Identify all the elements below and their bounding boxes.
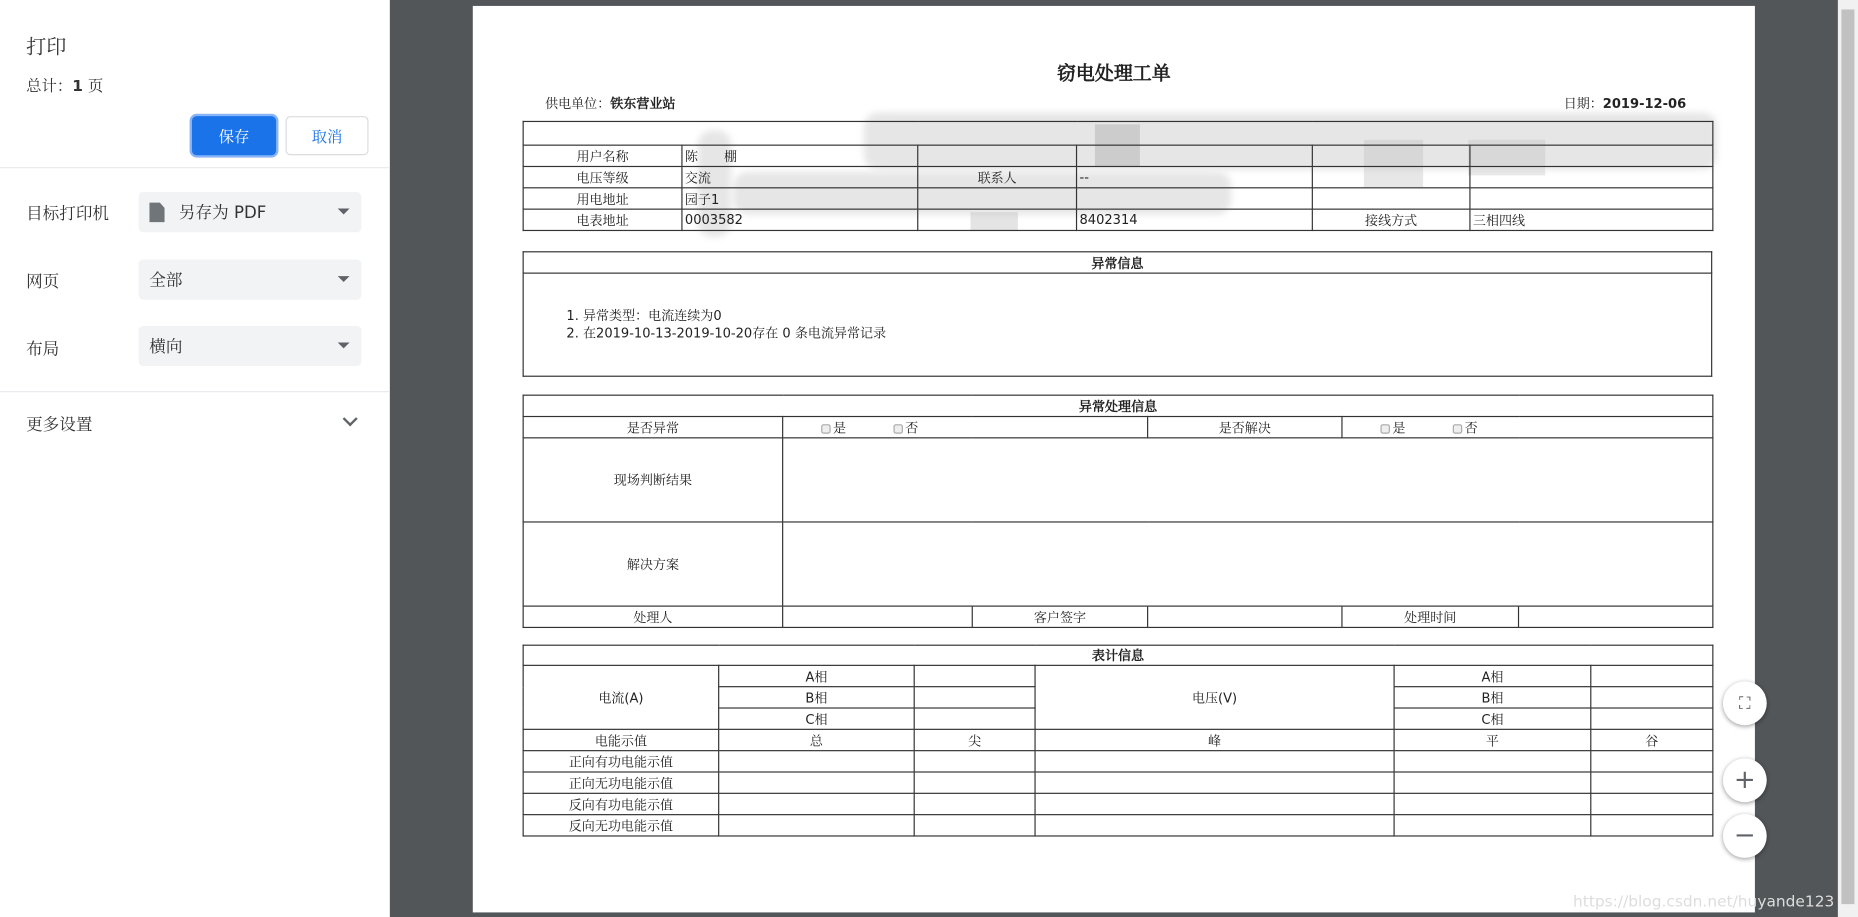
is-resolved-options bbox=[1342, 417, 1713, 438]
plus-icon: + bbox=[1733, 765, 1756, 796]
value-cell bbox=[914, 751, 1035, 772]
energy-row bbox=[523, 793, 1713, 814]
value-cell bbox=[1591, 772, 1713, 793]
print-title: 打印 bbox=[26, 35, 67, 60]
abnormal-list bbox=[523, 273, 1712, 376]
empty-row bbox=[523, 121, 1713, 145]
value-cell bbox=[719, 793, 915, 814]
value-cell bbox=[1591, 793, 1713, 814]
field-value: 交流 bbox=[682, 166, 918, 187]
field-label bbox=[1312, 145, 1470, 166]
value-cell bbox=[1035, 793, 1394, 814]
phase-label: C相 bbox=[719, 708, 915, 729]
meter-table bbox=[523, 645, 1714, 837]
document-title: 窃电处理工单 bbox=[1056, 61, 1171, 85]
phase-label: A相 bbox=[1394, 665, 1591, 686]
field-value: 陈 棚 bbox=[682, 145, 918, 166]
is-resolved-label: 是否解决 bbox=[1148, 417, 1342, 438]
energy-row bbox=[523, 772, 1713, 793]
handling-table bbox=[523, 395, 1714, 628]
handler-label: 处理人 bbox=[523, 606, 783, 627]
value-cell bbox=[1591, 708, 1713, 729]
minus-icon: − bbox=[1733, 821, 1756, 851]
destination-label: 目标打印机 bbox=[26, 204, 110, 224]
handler-field bbox=[783, 606, 973, 627]
value-cell bbox=[914, 815, 1035, 836]
value-cell bbox=[914, 793, 1035, 814]
layout-value: 横向 bbox=[149, 337, 183, 357]
value-cell bbox=[1394, 815, 1591, 836]
field-label: 电压等级 bbox=[523, 166, 682, 187]
field-label: 联系人 bbox=[918, 166, 1077, 187]
field-value bbox=[1470, 188, 1713, 209]
print-preview-page bbox=[473, 6, 1755, 912]
solution-field bbox=[783, 522, 1713, 606]
field-value bbox=[1470, 145, 1713, 166]
more-settings-toggle[interactable]: 更多设置 bbox=[26, 415, 93, 435]
save-button[interactable]: 保存 bbox=[192, 116, 276, 155]
value-cell bbox=[914, 708, 1035, 729]
field-label: 用电地址 bbox=[523, 188, 682, 209]
abnormal-no-checkbox[interactable]: 否 bbox=[893, 420, 918, 435]
resolved-no-checkbox[interactable]: 否 bbox=[1453, 420, 1478, 435]
destination-select[interactable] bbox=[139, 192, 362, 232]
phase-label: B相 bbox=[1394, 687, 1591, 708]
signature-label: 客户签字 bbox=[972, 606, 1147, 627]
customer-table bbox=[523, 121, 1714, 231]
field-label bbox=[918, 145, 1077, 166]
value-cell bbox=[1394, 751, 1591, 772]
energy-row bbox=[523, 751, 1713, 772]
phase-label: A相 bbox=[719, 665, 915, 686]
phase-label: C相 bbox=[1394, 708, 1591, 729]
value-cell bbox=[1591, 665, 1713, 686]
document-date: 日期：2019-12-06 bbox=[1563, 95, 1687, 112]
zoom-in-button[interactable] bbox=[1723, 758, 1767, 802]
supply-unit: 供电单位：铁东营业站 bbox=[545, 95, 676, 112]
page-count: 总计：1 页 bbox=[26, 78, 104, 96]
fit-to-page-button[interactable] bbox=[1723, 681, 1767, 725]
field-value bbox=[1077, 188, 1313, 209]
field-value: 8402314 bbox=[1077, 209, 1313, 230]
judgment-field bbox=[783, 438, 1713, 522]
energy-label: 电能示值 bbox=[523, 729, 719, 750]
dropdown-arrow-icon bbox=[338, 276, 350, 282]
abnormal-item: 1. 异常类型：电流连续为0 bbox=[566, 308, 722, 324]
value-cell bbox=[1591, 687, 1713, 708]
field-label: 接线方式 bbox=[1312, 209, 1470, 230]
field-label bbox=[1312, 188, 1470, 209]
energy-row-label: 反向无功电能示值 bbox=[523, 815, 719, 836]
scrollbar-thumb[interactable] bbox=[1841, 9, 1854, 904]
energy-col: 谷 bbox=[1591, 729, 1713, 750]
abnormal-item: 2. 在2019-10-13-2019-10-20存在 0 条电流异常记录 bbox=[566, 325, 887, 342]
energy-row-label: 正向无功电能示值 bbox=[523, 772, 719, 793]
field-value bbox=[1470, 166, 1713, 187]
abnormal-yes-checkbox[interactable]: 是 bbox=[821, 418, 846, 437]
dropdown-arrow-icon bbox=[338, 209, 350, 215]
fit-icon: ⛶ bbox=[1739, 693, 1751, 713]
field-label bbox=[918, 188, 1077, 209]
abnormal-header: 异常信息 bbox=[523, 252, 1712, 273]
watermark: https://blog.csdn.net/huyande123 bbox=[1573, 893, 1835, 912]
judgment-label: 现场判断结果 bbox=[523, 438, 783, 522]
destination-value: 另存为 PDF bbox=[178, 203, 267, 223]
is-abnormal-label: 是否异常 bbox=[523, 417, 783, 438]
layout-select[interactable] bbox=[139, 326, 362, 366]
energy-col: 平 bbox=[1394, 729, 1591, 750]
energy-col: 总 bbox=[719, 729, 915, 750]
field-label: 用户名称 bbox=[523, 145, 682, 166]
customer-row bbox=[523, 166, 1713, 187]
value-cell bbox=[1394, 772, 1591, 793]
time-field bbox=[1519, 606, 1713, 627]
divider bbox=[0, 391, 390, 392]
handling-header: 异常处理信息 bbox=[523, 395, 1713, 416]
field-value: 园子1 bbox=[682, 188, 918, 209]
customer-row bbox=[523, 188, 1713, 209]
energy-row-label: 正向有功电能示值 bbox=[523, 751, 719, 772]
value-cell bbox=[1394, 793, 1591, 814]
energy-col: 峰 bbox=[1035, 729, 1394, 750]
value-cell bbox=[914, 687, 1035, 708]
signature-field bbox=[1148, 606, 1342, 627]
time-label: 处理时间 bbox=[1342, 606, 1519, 627]
current-label: 电流(A) bbox=[523, 665, 719, 729]
voltage-label: 电压(V) bbox=[1035, 665, 1394, 729]
value-cell bbox=[1035, 751, 1394, 772]
field-value: 0003582 bbox=[682, 209, 918, 230]
energy-row-label: 反向有功电能示值 bbox=[523, 793, 719, 814]
divider bbox=[0, 167, 390, 168]
phase-label: B相 bbox=[719, 687, 915, 708]
field-value bbox=[1077, 145, 1313, 166]
energy-row bbox=[523, 815, 1713, 836]
solution-label: 解决方案 bbox=[523, 522, 783, 606]
layout-label: 布局 bbox=[26, 340, 60, 360]
meter-header: 表计信息 bbox=[523, 645, 1713, 665]
zoom-out-button[interactable] bbox=[1723, 814, 1767, 858]
dropdown-arrow-icon bbox=[338, 342, 350, 348]
value-cell bbox=[1591, 751, 1713, 772]
customer-row bbox=[523, 145, 1713, 166]
value-cell bbox=[1035, 815, 1394, 836]
cancel-button[interactable]: 取消 bbox=[286, 116, 369, 155]
field-value: 三相四线 bbox=[1470, 209, 1713, 230]
value-cell bbox=[719, 751, 915, 772]
energy-col: 尖 bbox=[914, 729, 1035, 750]
abnormal-info-table bbox=[523, 251, 1713, 377]
customer-row bbox=[523, 209, 1713, 230]
field-label bbox=[918, 209, 1077, 230]
is-abnormal-options bbox=[783, 417, 1148, 438]
pages-value: 全部 bbox=[149, 271, 183, 291]
field-value: -- bbox=[1077, 166, 1313, 187]
pages-select[interactable] bbox=[139, 260, 362, 300]
value-cell bbox=[914, 772, 1035, 793]
pages-label: 网页 bbox=[26, 272, 60, 292]
resolved-yes-checkbox[interactable]: 是 bbox=[1380, 418, 1405, 437]
value-cell bbox=[914, 665, 1035, 686]
value-cell bbox=[719, 772, 915, 793]
value-cell bbox=[1591, 815, 1713, 836]
chevron-down-icon[interactable] bbox=[343, 411, 358, 426]
print-settings-sidebar bbox=[0, 0, 390, 917]
value-cell bbox=[719, 815, 915, 836]
field-label bbox=[1312, 166, 1470, 187]
field-label: 电表地址 bbox=[523, 209, 682, 230]
scrollbar[interactable] bbox=[1838, 0, 1858, 917]
value-cell bbox=[1035, 772, 1394, 793]
file-icon bbox=[149, 202, 164, 222]
